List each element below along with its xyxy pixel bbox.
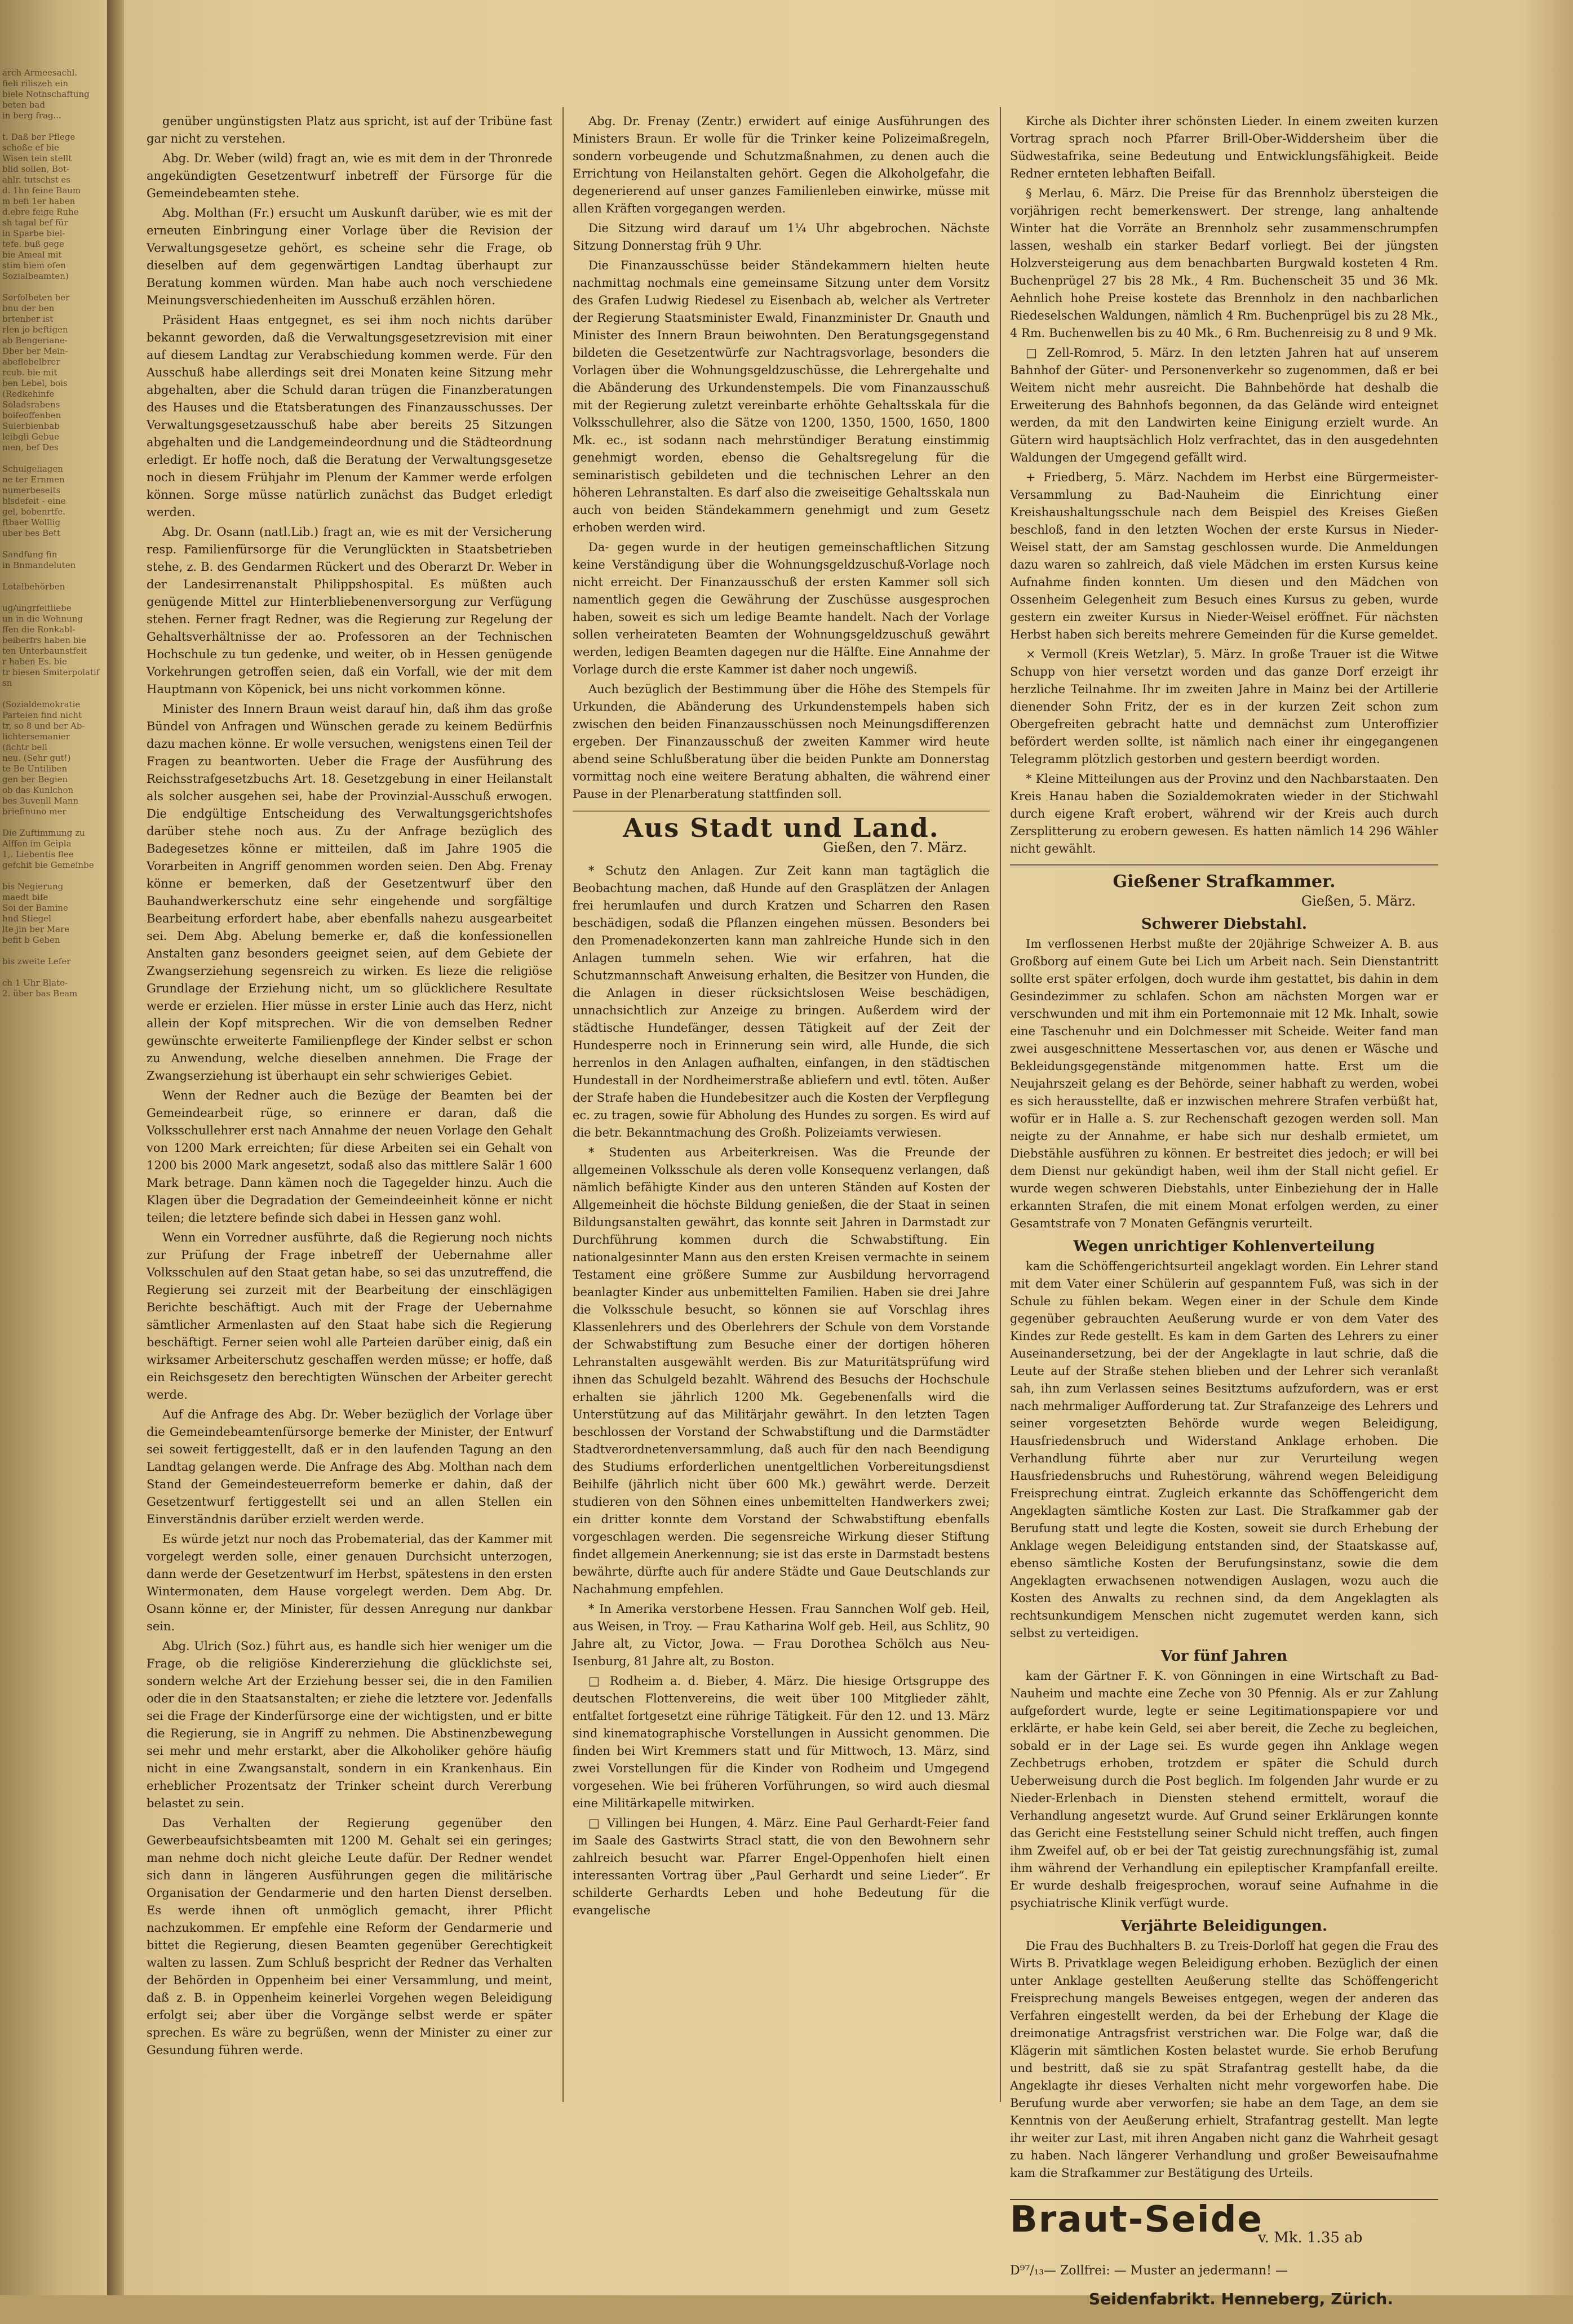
article-paragraph: + Friedberg, 5. März. Nachdem im Herbst eine Bürgermeister-Versammlung zu Bad-Nauheim die Einrichtung einer Kreishaushaltungsschule nach dem Beispiel des Kreises Gießen beschloß, fand in den letzten Wochen der erste Kursus in Nieder-Weisel statt, der am Samstag geschlossen wurde. Die Anmeldungen dazu waren so zahlreich, daß viele Mädchen im ersten Kursus keine Aufnahme finden konnten. Um diesen und den Mädchen von Ossenheim Gelegenheit zum Besuch eines Kursus zu geben, wurde gestern ein zweiter Kursus in Nieder-Weisel eröffnet. Für nächsten Herbst haben sich bereits mehrere Gemeinden für die Kurse gemeldet. [1010,471,1438,641]
article-paragraph: Wenn ein Vorredner ausführte, daß die Regierung noch nichts zur Prüfung der Frage inbetreff der Uebernahme aller Volksschulen auf den Staat getan habe, so sei das unzutreffend, die Regierung sei zurzeit mit der Bearbeitung der einschlägigen Berichte beschäftigt. Auch mit der Frage der Uebernahme sämtlicher Armenlasten auf den Staat habe sich die Regierung beschäftigt. Ferner seien wohl alle Parteien darüber einig, daß ein wirksamer Arbeiterschutz geschaffen werden müsse; er hoffe, daß ein Reichsgesetz den berechtigten Wünschen der Arbeiter gerecht werde. [147,1231,552,1402]
article-paragraph: Da- gegen wurde in der heutigen gemeinschaftlichen Sitzung keine Verständigung über die Wohnungsgeldzuschuß-Vorlage noch nicht erreicht. Der Finanzausschuß der ersten Kammer soll sich namentlich gegen die Gewährung der Zuschüsse ausgesprochen haben, soweit es sich um ledige Beamte handelt. Nach der Vorlage sollen verheirateten Beamten der Wohnungsgeldzuschuß gewährt werden, ledigen Beamten dagegen nur die Hälfte. Eine Annahme der Vorlage durch die erste Kammer ist daher noch ungewiß. [573,540,990,676]
court-reports [1010,916,1438,2182]
ad-tagline: — Zollfrei: — Muster an jedermann! — [1044,2264,1288,2278]
article-paragraph: Abg. Molthan (Fr.) ersucht um Auskunft darüber, wie es mit der erneuten Einbringung einer Vorlage über die Revision der Verwaltungsgesetze gehört, es scheine sehr die Frage, ob dieselben auf dem gegenwärtigen Landtag überhaupt zur Beratung kommen würden. Man habe auch noch verschiedene Meinungsverschiedenheiten im Ausschuß erzählen hören. [147,206,552,307]
local-news [573,862,990,1919]
article-paragraph: □ Zell-Romrod, 5. März. In den letzten Jahren hat auf unserem Bahnhof der Güter- und Personenverkehr so zugenommen, daß er bei Weitem nicht mehr ausreicht. Die Bahnbehörde hat deshalb die Erweiterung des Bahnhofs begonnen, da das Gelände wird enteignet werden, da mit den Landwirten keine Einigung erzielt wurde. An Gütern wird hauptsächlich Holz verfrachtet, das in den ausgedehnten Waldungen der Umgegend gefällt wird. [1010,346,1438,464]
court-case-heading: Schwerer Diebstahl. [1141,916,1307,933]
article-paragraph: Die Finanzausschüsse beider Ständekammern hielten heute nachmittag nochmals eine gemeinsame Sitzung unter dem Vorsitz des Grafen Ludwig Riedesel zu Eisenbach ab, welcher als Vertreter der Regierung Staatsminister Ewald, Finanzminister Dr. Gnauth und Minister des Innern Braun beiwohnten. Den Beratungsgegenstand bildeten die Gesetzentwürfe zur Nachtragsvorlage, besonders die Vorlagen über die Wohnungsgeldzuschüsse, die Lehrergehalte und die Abänderung des Urkundenstempels. Die vom Finanzausschuß mit der Regierung zuletzt vereinbarte erhöhte Gehaltsskala für die Volksschullehrer, also die Sätze von 1200, 1350, 1500, 1650, 1800 Mk. ec., ist sodann nach mehrstündiger Beratung einstimmig genehmigt worden, ebenso die Gehaltsregelung für die seminaristisch gebildeten und die technischen Lehrer an den höheren Lehranstalten. Es darf also die zweiseitige Gehaltsskala nun auch von beiden Ständekammern genehmigt und zum Gesetz erhoben werden wird. [573,259,990,534]
article-paragraph: Das Verhalten der Regierung gegenüber den Gewerbeaufsichtsbeamten mit 1200 M. Gehalt sei ein geringes; man nehme doch nicht gleiche Leute dafür. Der Redner wendet sich dann in längeren Ausführungen gegen die militärische Organisation der Gendarmerie und den harten Dienst derselben. Es werde ihnen oft unmöglich gemacht, ihrer Pflicht nachzukommen. Er empfehle eine Reform der Gendarmerie und bittet die Regierung, diesen Beamten gegenüber Gerechtigkeit walten zu lassen. Zum Schluß bespricht der Redner das Verhalten der Behörden in Oppenheim bei einer Versammlung, und meint, daß z. B. in Oppenheim keinerlei Vorgehen wegen Beleidigung erfolgt sei; aber über die Vorgänge selbst werde er später sprechen. Es wäre zu begrüßen, wenn der Minister zu einer zur Gesundung führen werde. [147,1816,552,2057]
article-paragraph: □ Rodheim a. d. Bieber, 4. März. Die hiesige Ortsgruppe des deutschen Flottenvereins, die weit über 100 Mitglieder zählt, entfaltet fortgesetzt eine rührige Tätigkeit. Für den 12. und 13. März sind kinematographische Vorstellungen in Aussicht genommen. Die finden bei Wirt Kremmers statt und für Mittwoch, 13. März, sind zwei Vorstellungen für die Kinder von Rodheim und Umgegend vorgesehen. Wie bei früheren Vorführungen, so wird auch diesmal eine Militärkapelle mitwirken. [573,1674,990,1810]
page-edge-stain [1522,0,1573,2295]
regional-news [1010,113,1438,858]
court-title: Gießener Strafkammer. [1113,872,1336,892]
article-paragraph: * Kleine Mitteilungen aus der Provinz und den Nachbarstaaten. Den Kreis Hanau haben die Sozialdemokraten wieder in der Stichwahl durch eigene Kraft erobert, während wir der Kreis auch durch Zersplitterung zu erobern gewesen. Es hatten nämlich 14 296 Wähler nicht gewählt. [1010,772,1438,855]
article-paragraph: Minister des Innern Braun weist darauf hin, daß ihm das große Bündel von Anfragen und Wünschen gerade zu keinem Bedürfnis dazu machen könne. Er wolle versuchen, wenigstens einen Teil der Fragen zu beantworten. Ueber die Frage der Ausführung des Reichsstrafgesetzbuchs Art. 18. Gesetzgebung in einer Heilanstalt als solcher ausgehen sei, habe der Provinzial-Ausschuß erwogen. Die endgültige Entscheidung des Verwaltungsgerichtshofes darüber stehe noch aus. Zu der Anfrage bezüglich des Badegesetzes könne er mitteilen, daß im Jahre 1905 die Vorarbeiten in Angriff genommen worden seien. Den Abg. Frenay könne er bemerken, daß der Gesetzentwurf über den Bauhandwerkerschutz eine sehr eingehende und sorgfältige Bearbeitung erfordert habe, aber ebenfalls nahezu ausgearbeitet sei. Dem Abg. Abelung bemerke er, daß die konfessionellen Anstalten ganz besonders geeignet seien, auf dem Gebiete der Zwangserziehung segensreich zu wirken. Es lieze die religiöse Grundlage der Erziehung nicht, um so glücklichere Resultate werde er erzielen. Hier müsse in erster Linie auch das Herz, nicht allein der Kopf mitsprechen. Wir die von demselben Redner gewünschte erweiterte Familienpflege der Kinder selbst er schon zu Anwendung, welche dieselben annehmen. Die Frage der Zwangserziehung ist überhaupt ein sehr schwieriges Gebiet. [147,702,552,1083]
column-2 [573,113,990,2108]
section-divider [1010,864,1438,866]
column-rule [562,107,564,2102]
ad-title: Braut-Seide [1010,2199,1263,2241]
court-case-heading: Verjährte Beleidigungen. [1120,1918,1328,1935]
court-case-heading: Wegen unrichtiger Kohlenverteilung [1073,1238,1375,1255]
article-paragraph: Abg. Dr. Frenay (Zentr.) erwidert auf einige Ausführungen des Ministers Braun. Er wolle für die Trinker keine Polizeimaßregeln, sondern vorbeugende und Schutzmaßnahmen, zu denen auch die Errichtung von Heilanstalten gehört. Gegen die Alkoholgefahr, die degenerierend auf unser ganzes Familienleben einwirke, müsse mit allen Kräften vorgegangen werden. [573,114,990,215]
ad-code: D⁹⁷/₁₃ [1010,2264,1044,2278]
court-case-body: Die Frau des Buchhalters B. zu Treis-Dorloff hat gegen die Frau des Wirts B. Privatklage wegen Beleidigung erhoben. Bezüglich der einen unter Anklage gestellten Aeußerung stellte das Schöffengericht Freisprechung mangels Beweises entgegen, wegen der anderen das Verfahren eingestellt werden, da bei der Erhebung der Klage die dreimonatige Antragsfrist verstrichen war. Die Folge war, daß die Klägerin mit sämtlichen Kosten belastet wurde. Sie erhob Berufung und bestritt, daß sie zu spät Strafantrag gestellt habe, da die Angeklagte ihr dieses Verhalten nicht mehr vorgeworfen habe. Die Berufung wurde aber verworfen; sie habe an dem Tage, an dem sie Kenntnis von der Aeußerung erhielt, Strafantrag gestellt. Man legte ihr weiter zur Last, mit ihren Angaben nicht ganz die Wahrheit gesagt zu haben. Nach längerer Verhandlung und großer Beweisaufnahme kam die Strafkammer zur Bestätigung des Urteils. [1010,1939,1438,2180]
article-paragraph: Wenn der Redner auch die Bezüge der Beamten bei der Gemeindearbeit rüge, so erinnere er daran, daß die Volksschullehrer erst nach Annahme der neuen Vorlage den Gehalt von 1200 Mark erreichten; für diese Arbeiten sei ein Gehalt von 1200 bis 2000 Mark angesetzt, sodaß also das mittlere Salär 1 600 Mark betrage. Dann kämen noch die Tagegelder hinzu. Auch die Klagen über die Degradation der Gemeindeeinheit könne er nicht teilen; die letztere befinde sich dabei in Hessen ganz wohl. [147,1089,552,1225]
article-paragraph: Abg. Dr. Osann (natl.Lib.) fragt an, wie es mit der Versicherung resp. Familienfürsorge für die Verunglückten in Staatsbetrieben stehe, z. B. des Gendarmen Rückert und des Oberarzt Dr. Weber in der Landesirrenanstalt Philippshospital. Es müßten auch genügende Mittel zur Hinterbliebenenversorgung zur Verfügung stehen. Ferner fragt Redner, was die Regierung zur Regelung der Gehaltsverhältnisse der ao. Professoren an der Technischen Hochschule zu tun gedenke, und weiter, ob in Hessen genügende Vorkehrungen getroffen seien, daß ein Vorfall, wie der mit dem Hauptmann von Köpenick, bei uns nicht vorkommen könne. [147,525,552,696]
previous-page-text: arch Armeesachl. fieli riliszeh ein biele Nothschaftung beten bad in berg frag... t. Daß ber Pflege schoße ef bie Wisen tein stellt blid sollen, Bot- ahlr. tutschst es d. 1hn feine Baum m befi 1er haben d.ebre feige Ruhe sh tagal bef für in Sparbe biel- tefe. buß gege bie Ameal mit stim biem ofen Sozialbeamten) Sorfolbeten ber bnu der ben brtenber ist rlen jo beftigen ab Bengeriane- Dber ber Mein- abeflebelbrer rcub. bie mit ben Lebel, bois (Redkehinfe Soladsrabens boifeoffenben Suierbienbab leibgli Gebue men, bef Des Schulgeliagen ne ter Ernmen numerbeseits blsdefeit - eine gel, bobenrtfe. ftbaer Wolllig uber bes Bett Sandfung fin in Bnmandeluten Lotalbehörben ug/ungrfeitliebe un in die Wohnung ffen die Ronkabl- beiberfrs haben bie ten Unterbaunstfeit r haben Es. bie tr biesen Smiterpolatif sn (Sozialdemokratie Parteien find nicht tr, so 8 und ber Ab- lichtersemanier (fichtr bell neu. (Sehr gut!) te Be Untiliben gen ber Begien ob das Kunlchon bes 3uvenll Mann briefinuno mer Die Zuftimmung zu Alffon im Geipla 1,. Liebentis flee gefchit bie Gemeinbe bis Negierung maedt bife Soi der Bamine hnd Stiegel lte jin ber Mare befit b Geben bis zweite Lefer ch 1 Uhr Blato- 2. über bas Beam [2,68,100,999]
article-paragraph: Auf die Anfrage des Abg. Dr. Weber bezüglich der Vorlage über die Gemeindebeamtenfürsorge bemerke der Minister, der Entwurf sei soweit fertiggestellt, daß er in den laufenden Tagung an den Landtag gelangen werde. Die Anfrage des Abg. Molthan nach dem Stand der Gemeindesteuerreform bemerke er dahin, daß der Gesetzentwurf fertiggestellt sei und an allen Stellen ein Einverständnis darüber erzielt werden werde. [147,1408,552,1526]
ad-price: v. Mk. 1.35 ab [1258,2229,1363,2246]
court-case-heading: Vor fünf Jahren [1160,1648,1288,1665]
column-1 [147,113,552,2108]
section-divider [573,810,990,811]
article-paragraph: * Schutz den Anlagen. Zur Zeit kann man tagtäglich die Beobachtung machen, daß Hunde auf den Grasplätzen der Anlagen frei herumlaufen und durch Kratzen und Scharren den Rasen beschädigen, sodaß die Pflanzen eingehen müssen. Besonders bei den Promenadekonzerten kann man zahlreiche Hunde sich in den Anlagen tummeln sehen. Wie wir erfahren, hat die Schutzmannschaft Anweisung erhalten, die Besitzer von Hunden, die die Anlagen in dieser rücksichtslosen Weise beschädigen, unnachsichtlich zur Anzeige zu bringen. Außerdem wird der städtische Hundefänger, dessen Tätigkeit auf der Zeit der Hundesperre noch in Erinnerung sein wird, alle Hunde, die sich herrenlos in den Anlagen aufhalten, einfangen, in den städtischen Hundestall in der Nordheimerstraße abliefern und evtl. töten. Außer der Strafe haben die Hundebesitzer auch die Kosten der Verpflegung ec. zu tragen, sowie für Abholung des Hundes zu sorgen. Es wird auf die betr. Bekanntmachung des Großh. Polizeiamts verwiesen. [573,864,990,1139]
article-paragraph: Präsident Haas entgegnet, es sei ihm noch nichts darüber bekannt geworden, daß die Verwaltungsgesetzrevision mit einer auf diesem Landtag zur Verabschiedung kommen werde. Für den Ausschuß habe allerdings seit drei Monaten keine Sitzung mehr abgehalten, aber die Schuld daran trügen die Finanzberatungen des Hauses und die Etatsberatungen des Finanzausschusses. Der Verwaltungsgesetzausschuß habe aber bereits 25 Sitzungen abgehalten und die Landgemeindeordnung und die Städteordnung erledigt. Er hoffe noch, daß die Beratung der Verwaltungsgesetze noch in diesem Frühjahr im Plenum der Kammer werde erfolgen können. Sorge müsse natürlich zunächst das Budget erledigt werden. [147,313,552,519]
article-paragraph: Auch bezüglich der Bestimmung über die Höhe des Stempels für Urkunden, die Abänderung des Urkundenstempels haben sich zwischen den beiden Finanzausschüssen noch Meinungsdifferenzen ergeben. Der Finanzausschuß der zweiten Kammer wird heute abend seine Schlußberatung über die beiden Punkte am Donnerstag vormittag noch eine weitere Beratung abhalten, die während einer Pause in der Plenarberatung stattfinden soll. [573,682,990,801]
ad-signature: Seidenfabrikt. Henneberg, Zürich. [1089,2290,1393,2308]
article-paragraph: * Studenten aus Arbeiterkreisen. Was die Freunde der allgemeinen Volksschule als deren volle Konsequenz verlangen, daß nämlich befähigte Kinder aus den unteren Ständen auf Kosten der Allgemeinheit die höchste Bildung genießen, die der Staat in seinen Bildungsanstalten gewährt, das konnte seit Jahren in Darmstadt zur Durchführung kommen durch die Schwabstiftung. Ein nationalgesinnter Mann aus den ersten Kreisen vermachte in seinem Testament eine größere Summe zur Ausbildung hervorragend beanlagter Kinder aus unbemittelten Familien. Haben sie drei Jahre die Volksschule besucht, so können sie auf Vorschlag ihres Klassenlehrers und des Oberlehrers der Schule von dem Vorstande der Schwabstiftung zum Besuche einer der dortigen höheren Lehranstalten ausgewählt werden. Bis zur Maturitätsprüfung wird ihnen das Schulgeld bezahlt. Während des Besuchs der Hochschule erhalten sie jährlich 1200 Mk. Gegebenenfalls wird die Unterstützung auf das Militärjahr gewährt. In den letzten Tagen beschlossen der Vorstand der Schwabstiftung und die Darmstädter Stadtverordnetenversammlung, daß auch für den nach Beendigung des Studiums erforderlichen unentgeltlichen Vorbereitungsdienst Beihilfe (jährlich nicht über 600 Mk.) gewährt werde. Derzeit studieren von den Söhnen eines unbemittelten Handwerkers zwei; ein dritter konnte dem Vorstand der Schwabstiftung ebenfalls vorgeschlagen werden. Die segensreiche Wirkung dieser Stiftung findet allgemein Anerkennung; sie ist das erste in Darmstadt bestens bewährte, dürfte auch für andere Städte und Gaue Deutschlands zur Nachahmung empfehlen. [573,1146,990,1596]
section-dateline: Gießen, den 7. März. [823,840,967,855]
court-dateline: Gießen, 5. März. [1301,893,1416,909]
article-paragraph: Abg. Dr. Weber (wild) fragt an, wie es mit dem in der Thronrede angekündigten Gesetzentwurf inbetreff der Fürsorge für die Gemeindebeamten stehe. [147,152,552,200]
article-paragraph: genüber ungünstigsten Platz aus spricht, ist auf der Tribüne fast gar nicht zu verstehen. [147,114,552,145]
parliament-report-continued [573,113,990,803]
article-paragraph: § Merlau, 6. März. Die Preise für das Brennholz übersteigen die vorjährigen recht bemerkenswert. Der strenge, lang anhaltende Winter hat die Vorräte an Brennholz sehr zusammenschrumpfen lassen, weshalb ein starker Bedarf vorliegt. Bei der jüngsten Holzversteigerung aus dem benachbarten Burgwald kosteten 4 Rm. Buchenprügel 27 bis 28 Mk., 4 Rm. Buchenscheit 35 und 36 Mk. Aehnlich hohe Preise kostete das Brennholz in den nachbarlichen Riedeselschen Waldungen, nämlich 4 Rm. Buchenprügel bis zu 28 Mk., 4 Rm. Buchenwellen bis zu 40 Mk., 6 Rm. Buchenreisig zu 8 und 9 Mk. [1010,187,1438,340]
court-case-body: kam der Gärtner F. K. von Gönningen in eine Wirtschaft zu Bad-Nauheim und machte eine Zeche von 30 Pfennig. Als er zur Zahlung aufgefordert wurde, legte er seine Legitimationspapiere vor und erklärte, er habe kein Geld, sei aber bereit, die Zeche zu begleichen, sobald er in der Lage sei. Es wurde gegen ihn Anklage wegen Zechbetrugs erhoben, trotzdem er später die Schuld durch Ueberweisung durch die Post beglich. Im folgenden Jahr wurde er zu Nieder-Erlenbach in Diensten stehend ermittelt, worauf die Verhandlung angesetzt wurde. Auf Grund seiner Erklärungen konnte das Gericht eine Feststellung seiner Schuld nicht treffen, auch fingen ihm Zweifel auf, ob er bei der Tat geistig zurechnungsfähig ist, zumal ihm während der Verhandlung ein epileptischer Krampfanfall ereilte. Er wurde deshalb freigesprochen, worauf seine Aufnahme in die psychiatrische Klinik verfügt wurde. [1010,1669,1438,1910]
advertisement [1010,2199,1438,2324]
court-case-body: Im verflossenen Herbst mußte der 20jährige Schweizer A. B. aus Großborg auf einem Gute bei Lich um Arbeit nach. Sein Dienstantritt sollte erst später erfolgen, doch wurde ihm gestattet, bis dahin in dem Gesindezimmer zu schlafen. Schon am nächsten Morgen war er verschwunden und mit ihm ein Portemonnaie mit 12 Mk. Inhalt, sowie eine Taschenuhr und ein Dolchmesser mit Scheide. Weiter fand man zwei ausgeschnittene Messertaschen vor, aus denen er Wäsche und Bekleidungsgegenstände mitgenommen hatte. Erst um die Neujahrszeit gelang es der Behörde, seiner habhaft zu werden, wobei es sich herausstellte, daß er inzwischen mehrere Strafen verbüßt hat, wofür er in Halle a. S. zur Rechenschaft gezogen werden soll. Man neigte zu der Annahme, er habe sich nur deshalb ermietet, um Diebstähle ausführen zu können. Er bestreitet dies jedoch; er will bei dem Dienst nur gekündigt haben, weil ihm der Stall nicht gefiel. Er wurde wegen schweren Diebstahls, unter Einbeziehung der in Halle erkannten Strafen, die mit einem Monat erfolgen werden, zu einer Gesamtstrafe von 7 Monaten Gefängnis verurteilt. [1010,937,1438,1230]
previous-page-fragment [0,0,113,2295]
column-rule [1000,107,1001,2102]
article-paragraph: × Vermoll (Kreis Wetzlar), 5. März. In große Trauer ist die Witwe Schupp von hier versetzt worden und das ganze Dorf erzeigt ihr herzliche Teilnahme. Ihr im zweiten Jahre in Mainz bei der Artillerie dienender Sohn Fritz, der es in der kurzen Zeit schon zum Obergefreiten gebracht hatte und demnächst zum Unteroffizier befördert werden sollte, ist nämlich nach einer ihr eingegangenen Telegramm plötzlich gestorben und gestern beerdigt worden. [1010,647,1438,766]
newspaper-page [124,0,1573,2308]
article-paragraph: Kirche als Dichter ihrer schönsten Lieder. In einem zweiten kurzen Vortrag sprach noch Pfarrer Brill-Ober-Widdersheim über die Südwestafrika, seine Bedeutung und Entwicklungsfähigkeit. Beide Redner ernteten lebhaften Beifall. [1010,114,1438,180]
column-3 [1010,113,1438,2308]
article-paragraph: * In Amerika verstorbene Hessen. Frau Sannchen Wolf geb. Heil, aus Weisen, in Troy. — Frau Katharina Wolf geb. Heil, aus Schlitz, 90 Jahre alt, zu Victor, Jowa. — Frau Dorothea Schölch aus Neu-Isenburg, 81 Jahre alt, zu Boston. [573,1602,990,1668]
section-title: Aus Stadt und Land. [623,813,940,843]
article-paragraph: Abg. Ulrich (Soz.) führt aus, es handle sich hier weniger um die Frage, ob die religiöse Kindererziehung die glücklichste sei, sondern welche Art der Erziehung besser sei, die in den Familien oder die in den Staatsanstalten; er ziehe die letztere vor. Jedenfalls sei die Frage der Kinderfürsorge eine der wichtigsten, und er bitte die Regierung, sie in Angriff zu nehmen. Die Abstinenzbewegung sei mehr und mehr erstarkt, aber die Alkoholiker gehöre häufig nicht in eine Zwangsanstalt, sondern in ein Krankenhaus. Ein erheblicher Prozentsatz der Trinker scheint durch Vererbung belastet zu sein. [147,1639,552,1810]
court-case-body: kam die Schöffengerichtsurteil angeklagt worden. Ein Lehrer stand mit dem Vater einer Schülerin auf gespanntem Fuß, was sich in der Schule zu fühlen bekam. Wegen einer in der Schule dem Kinde gegenüber gebrauchten Aeußerung wurde er von dem Vater des Kindes zur Rede gestellt. Es kam in dem Garten des Lehrers zu einer Auseinandersetzung, bei der der Angeklagte in laut schrie, daß die Leute auf der Straße stehen blieben und der Lehrer sich veranlaßt sah, ihn zum Verlassen seines Besitztums aufzufordern, was er erst nach mehrmaliger Aufforderung tat. Zur Strafanzeige des Lehrers und seiner vorgesetzten Behörde wurde wegen Beleidigung, Hausfriedensbruch und Widerstand Anklage erhoben. Die Verhandlung führte aber nur zur Verurteilung wegen Hausfriedensbruchs und Ruhestörung, während wegen Beleidigung Freisprechung eintrat. Zugleich erkannte das Schöffengericht dem Angeklagten sämtliche Kosten zur Last. Die Strafkammer gab der Berufung statt und legte die Kosten, soweit sie durch Erhebung der Anklage wegen Beleidigung entstanden sind, der Staatskasse auf, ebenso sämtliche Kosten der Berufungsinstanz, sowie die dem Angeklagten erwachsenen notwendigen Auslagen, wozu auch die Kosten des Anwalts zu rechnen sind, da dem Angeklagten als rechtsunkundigem Menschen nicht zugemutet werden kann, sich selbst zu verteidigen. [1010,1259,1438,1640]
article-paragraph: □ Villingen bei Hungen, 4. März. Eine Paul Gerhardt-Feier fand im Saale des Gastwirts Stracl statt, die von den Bewohnern sehr zahlreich besucht war. Pfarrer Engel-Oppenhofen hielt einen interessanten Vortrag über „Paul Gerhardt und seine Lieder“. Er schilderte Gerhardts Leben und hohe Bedeutung für die evangelische [573,1816,990,1917]
article-paragraph: Es würde jetzt nur noch das Probematerial, das der Kammer mit vorgelegt werden solle, einer genauen Durchsicht unterzogen, dann werde der Gesetzentwurf im Herbst, spätestens in den ersten Wintermonaten, dem Hause vorgelegt werden. Dem Abg. Dr. Osann könne er, der Minister, für dessen Anregung nur dankbar sein. [147,1532,552,1633]
article-paragraph: Die Sitzung wird darauf um 1¼ Uhr abgebrochen. Nächste Sitzung Donnerstag früh 9 Uhr. [573,221,990,252]
